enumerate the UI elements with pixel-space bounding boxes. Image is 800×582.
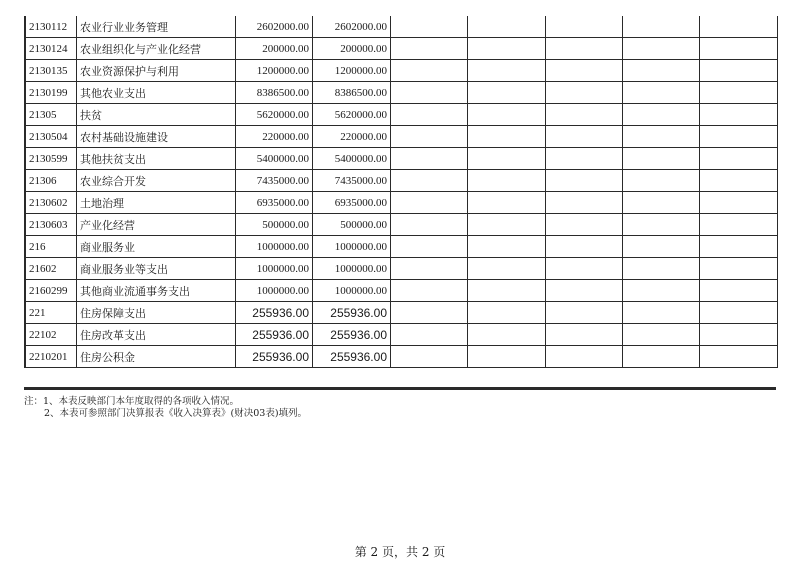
table-row [26, 302, 778, 324]
amount-cell: 8386500.00 [236, 82, 313, 104]
empty-cell [623, 214, 700, 236]
table-row [26, 258, 778, 280]
amount-cell: 1200000.00 [236, 60, 313, 82]
name-cell: 土地治理 [77, 192, 236, 214]
empty-cell [546, 148, 623, 170]
table-row [26, 148, 778, 170]
code-cell: 2130602 [26, 192, 77, 214]
table-row [26, 170, 778, 192]
name-cell: 农业综合开发 [77, 170, 236, 192]
name-cell: 其他商业流通事务支出 [77, 280, 236, 302]
table-row [26, 38, 778, 60]
name-cell: 农业资源保护与利用 [77, 60, 236, 82]
empty-cell [391, 192, 468, 214]
code-cell: 2130124 [26, 38, 77, 60]
code-cell: 2130504 [26, 126, 77, 148]
amount-cell: 1000000.00 [236, 280, 313, 302]
note-line-1: 注：1、本表反映部门本年度取得的各项收入情况。 [24, 396, 240, 407]
amount-cell: 2602000.00 [313, 16, 391, 38]
empty-cell [391, 82, 468, 104]
empty-cell [623, 38, 700, 60]
empty-cell [700, 60, 778, 82]
code-cell: 21306 [26, 170, 77, 192]
page-number: 第 2 页，共 2 页 [354, 545, 446, 559]
amount-cell: 1000000.00 [313, 280, 391, 302]
empty-cell [468, 16, 546, 38]
table-row [26, 104, 778, 126]
empty-cell [468, 302, 546, 324]
table-row [26, 126, 778, 148]
empty-cell [700, 82, 778, 104]
code-cell: 2210201 [26, 346, 77, 368]
empty-cell [468, 170, 546, 192]
empty-cell [468, 126, 546, 148]
name-cell: 住房改革支出 [77, 324, 236, 346]
empty-cell [623, 280, 700, 302]
name-cell: 农村基础设施建设 [77, 126, 236, 148]
code-cell: 2130599 [26, 148, 77, 170]
empty-cell [623, 302, 700, 324]
name-cell: 其他农业支出 [77, 82, 236, 104]
empty-cell [391, 258, 468, 280]
empty-cell [623, 192, 700, 214]
code-cell: 2130603 [26, 214, 77, 236]
notes-section [24, 396, 764, 420]
empty-cell [623, 60, 700, 82]
empty-cell [700, 126, 778, 148]
amount-cell: 7435000.00 [236, 170, 313, 192]
name-cell: 住房公积金 [77, 346, 236, 368]
amount-cell: 5620000.00 [313, 104, 391, 126]
empty-cell [468, 258, 546, 280]
empty-cell [546, 60, 623, 82]
empty-cell [468, 104, 546, 126]
empty-cell [546, 302, 623, 324]
empty-cell [546, 38, 623, 60]
amount-cell: 255936.00 [313, 346, 391, 368]
empty-cell [546, 214, 623, 236]
divider-rule [24, 387, 776, 390]
code-cell: 216 [26, 236, 77, 258]
empty-cell [391, 126, 468, 148]
amount-cell: 220000.00 [236, 126, 313, 148]
code-cell: 22102 [26, 324, 77, 346]
table-row [26, 214, 778, 236]
empty-cell [391, 280, 468, 302]
revenue-table [25, 16, 778, 368]
name-cell: 其他扶贫支出 [77, 148, 236, 170]
code-cell: 21602 [26, 258, 77, 280]
amount-cell: 500000.00 [313, 214, 391, 236]
empty-cell [391, 60, 468, 82]
code-cell: 21305 [26, 104, 77, 126]
empty-cell [468, 346, 546, 368]
empty-cell [546, 170, 623, 192]
empty-cell [391, 214, 468, 236]
empty-cell [468, 214, 546, 236]
amount-cell: 1000000.00 [313, 258, 391, 280]
empty-cell [468, 324, 546, 346]
empty-cell [700, 170, 778, 192]
empty-cell [700, 280, 778, 302]
empty-cell [623, 82, 700, 104]
empty-cell [468, 148, 546, 170]
empty-cell [391, 148, 468, 170]
amount-cell: 200000.00 [236, 38, 313, 60]
name-cell: 住房保障支出 [77, 302, 236, 324]
code-cell: 2160299 [26, 280, 77, 302]
amount-cell: 5400000.00 [236, 148, 313, 170]
table-row [26, 324, 778, 346]
empty-cell [700, 16, 778, 38]
name-cell: 产业化经营 [77, 214, 236, 236]
empty-cell [700, 236, 778, 258]
empty-cell [700, 258, 778, 280]
empty-cell [391, 236, 468, 258]
name-cell: 农业行业业务管理 [77, 16, 236, 38]
amount-cell: 255936.00 [313, 302, 391, 324]
empty-cell [700, 324, 778, 346]
empty-cell [623, 258, 700, 280]
amount-cell: 1000000.00 [313, 236, 391, 258]
empty-cell [700, 214, 778, 236]
empty-cell [546, 126, 623, 148]
empty-cell [700, 38, 778, 60]
empty-cell [391, 170, 468, 192]
empty-cell [546, 104, 623, 126]
amount-cell: 200000.00 [313, 38, 391, 60]
empty-cell [468, 192, 546, 214]
code-cell: 2130199 [26, 82, 77, 104]
empty-cell [623, 324, 700, 346]
amount-cell: 6935000.00 [236, 192, 313, 214]
code-cell: 2130112 [26, 16, 77, 38]
empty-cell [391, 104, 468, 126]
empty-cell [468, 236, 546, 258]
empty-cell [623, 170, 700, 192]
empty-cell [391, 302, 468, 324]
empty-cell [546, 82, 623, 104]
empty-cell [468, 38, 546, 60]
amount-cell: 255936.00 [313, 324, 391, 346]
code-cell: 221 [26, 302, 77, 324]
table-row [26, 16, 778, 38]
empty-cell [546, 280, 623, 302]
amount-cell: 6935000.00 [313, 192, 391, 214]
table-row [26, 346, 778, 368]
amount-cell: 220000.00 [313, 126, 391, 148]
empty-cell [700, 346, 778, 368]
empty-cell [468, 60, 546, 82]
empty-cell [546, 258, 623, 280]
empty-cell [700, 148, 778, 170]
amount-cell: 1000000.00 [236, 236, 313, 258]
empty-cell [546, 324, 623, 346]
code-cell: 2130135 [26, 60, 77, 82]
empty-cell [391, 324, 468, 346]
table-row [26, 60, 778, 82]
amount-cell: 255936.00 [236, 302, 313, 324]
empty-cell [391, 16, 468, 38]
name-cell: 农业组织化与产业化经营 [77, 38, 236, 60]
empty-cell [391, 346, 468, 368]
amount-cell: 5620000.00 [236, 104, 313, 126]
amount-cell: 255936.00 [236, 324, 313, 346]
table-row [26, 192, 778, 214]
table-row [26, 236, 778, 258]
revenue-table-wrapper [24, 16, 778, 368]
empty-cell [623, 148, 700, 170]
amount-cell: 1000000.00 [236, 258, 313, 280]
empty-cell [546, 346, 623, 368]
empty-cell [700, 192, 778, 214]
empty-cell [623, 346, 700, 368]
amount-cell: 2602000.00 [236, 16, 313, 38]
empty-cell [623, 16, 700, 38]
note-line-2: 2、本表可参照部门决算报表《收入决算表》(财决03表)填列。 [44, 408, 308, 419]
empty-cell [700, 302, 778, 324]
table-row [26, 82, 778, 104]
amount-cell: 5400000.00 [313, 148, 391, 170]
empty-cell [391, 38, 468, 60]
name-cell: 商业服务业等支出 [77, 258, 236, 280]
amount-cell: 7435000.00 [313, 170, 391, 192]
amount-cell: 500000.00 [236, 214, 313, 236]
empty-cell [623, 126, 700, 148]
empty-cell [546, 236, 623, 258]
amount-cell: 8386500.00 [313, 82, 391, 104]
amount-cell: 255936.00 [236, 346, 313, 368]
amount-cell: 1200000.00 [313, 60, 391, 82]
empty-cell [468, 82, 546, 104]
empty-cell [623, 104, 700, 126]
empty-cell [700, 104, 778, 126]
table-row [26, 280, 778, 302]
name-cell: 商业服务业 [77, 236, 236, 258]
empty-cell [546, 16, 623, 38]
name-cell: 扶贫 [77, 104, 236, 126]
empty-cell [623, 236, 700, 258]
empty-cell [546, 192, 623, 214]
empty-cell [468, 280, 546, 302]
